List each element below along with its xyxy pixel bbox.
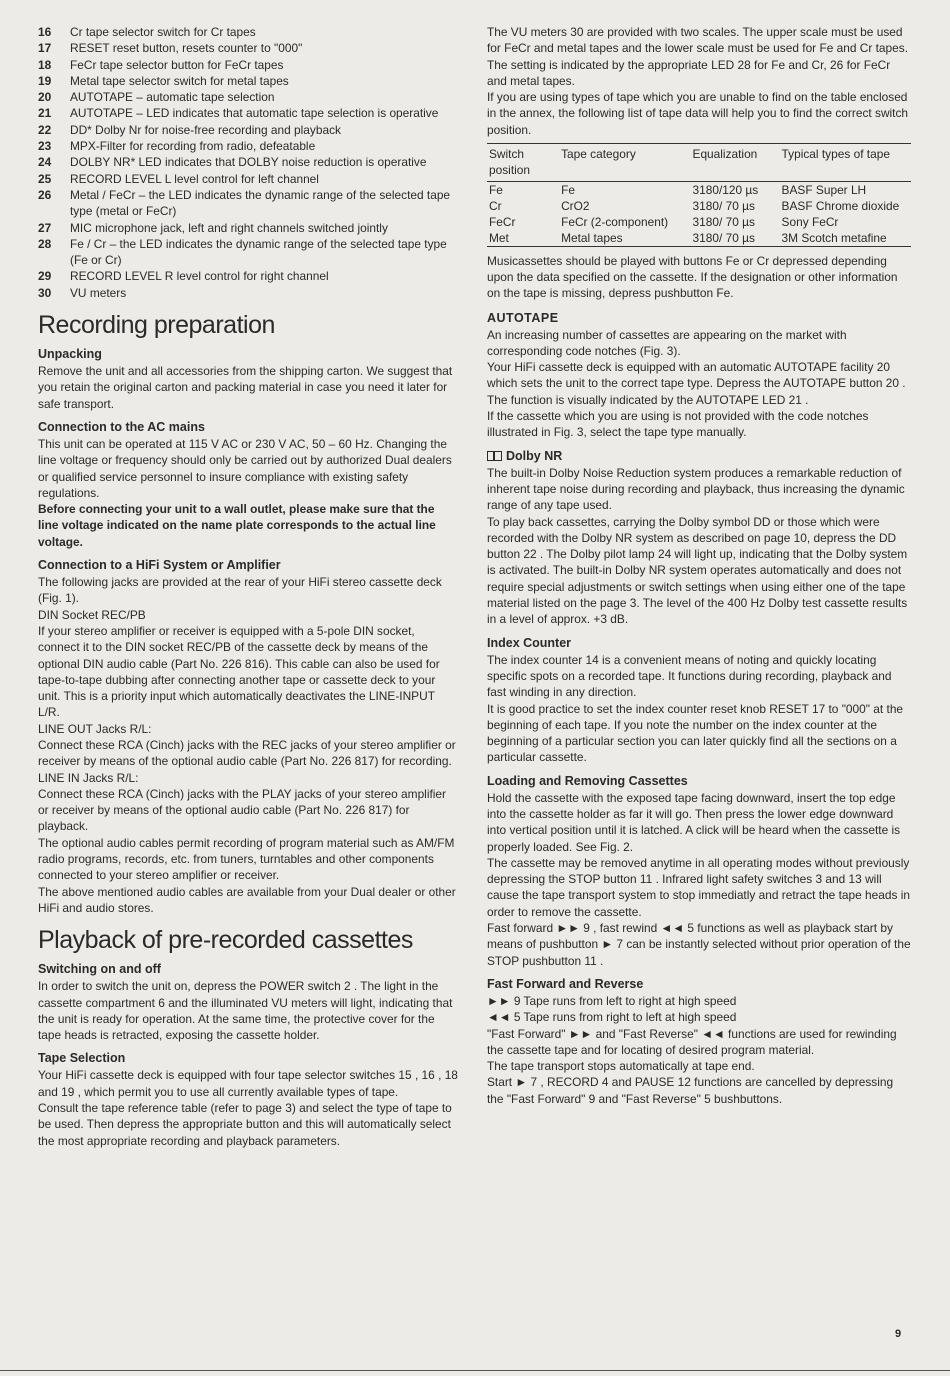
loading-text-2: The cassette may be removed anytime in all operating modes without previously depressing the STOP button 11 . Infrared light safety switches 3 and 13 will cause the tape transport system to stop immediatly and retract the tape heads in order to remove the cassette. [487,855,911,919]
list-item [38,57,458,73]
autotape-text-1: An increasing number of cassettes are appearing on the market with corresponding code notches (Fig. 3). [487,327,847,358]
item-number: 29 [38,269,52,284]
item-number: 20 [38,90,52,105]
list-item [38,171,458,187]
item-number: 17 [38,41,52,56]
table-cell: 3180/ 70 µs [692,230,755,245]
item-text: AUTOTAPE – automatic tape selection [70,90,275,105]
item-number: 28 [38,236,52,251]
item-text: AUTOTAPE – LED indicates that automatic tape selection is operative [70,106,439,121]
index-counter-text-2: It is good practice to set the index counter reset knob RESET 17 to "000" at the beginning of each tape. If you note the number on the index counter at the beginning of a particular section you can later quickly find all the sections on a particular cassette. [487,701,904,765]
ac-mains-warning: Before connecting your unit to a wall outlet, please make sure that the line voltage indicated on the name plate corresponds to the actual line voltage. [38,502,436,549]
ac-mains-text: This unit can be operated at 115 V AC or 230 V AC, 50 – 60 Hz. Changing the line voltage or frequency should only be carried out by authorized Dual dealers or qualified service personnel to insure compliance with existing safety regulations. [38,436,452,500]
dolby-text-1: The built-in Dolby Noise Reduction system produces a remarkable reduction of inherent tape noise during recording and playback, thus increasing the dynamic range of any tape used. [487,465,905,513]
table-row [487,181,911,198]
item-number: 23 [38,139,52,154]
item-number: 26 [38,187,52,202]
vu-text-2: If you are using types of tape which you are unable to find on the table enclosed in the annex, the following list of tape data will help you to find the correct switch position. [487,90,909,137]
available-text: The above mentioned audio cables are available from your Dual dealer or other HiFi and audio stores. [38,884,456,915]
item-number: 18 [38,57,52,72]
list-item [38,73,458,89]
fast-forward-line: ►► 9 Tape runs from left to right at high speed [487,993,737,1008]
item-number: 22 [38,122,52,137]
fast-forward-heading: Fast Forward and Reverse [487,976,644,991]
table-cell: Fe [561,182,575,197]
unpacking-text: Remove the unit and all accessories from the shipping carton. We suggest that you retain the original carton and packing material in case you need it later for safe transport. [38,364,453,411]
unpacking-heading: Unpacking [38,347,102,362]
list-item [38,138,458,154]
table-header-row [487,144,911,182]
item-text: RESET reset button, resets counter to "000" [70,41,303,56]
linein-label: LINE IN Jacks R/L: [38,770,139,785]
table-row [487,198,911,214]
table-cell: 3180/ 70 µs [692,198,755,213]
table-cell: CrO2 [561,198,590,213]
vu-text-1: The VU meters 30 are provided with two scales. The upper scale must be used for FeCr and metal tapes and the lower scale must be used for Fe and Cr tapes. The setting is indicated by the appropriate LED 28 for Fe and Cr, 26 for FeCr and metal tapes. [487,25,909,88]
list-item [38,89,458,105]
item-number: 19 [38,73,52,88]
autotape-text-2: Your HiFi cassette deck is equipped with an automatic AUTOTAPE facility 20 which sets the unit to the correct tape type. Depress the AUTOTAPE button 20 . The function is visually indicated by the AUTOTAPE LED 21 . [487,360,906,407]
musicassettes-text: Musicassettes should be played with buttons Fe or Cr depressed depending upon the data specified on the cassette. If the designation or other information on the tape is missing, depress pushbutton Fe. [487,253,898,301]
lineout-text: Connect these RCA (Cinch) jacks with the REC jacks of your stereo amplifier or receiver by means of the optional audio cable (Part No. 226 817) for recording. [38,737,456,769]
item-text: VU meters [70,285,127,300]
linein-text: Connect these RCA (Cinch) jacks with the PLAY jacks of your stereo amplifier or receiver by means of the optional audio cable (Part No. 226 817) for playback. [38,786,446,834]
dolby-heading: Dolby NR [506,448,563,463]
left-column [38,24,458,1149]
list-item [38,220,458,236]
item-text: Metal tape selector switch for metal tapes [70,73,289,88]
loading-heading: Loading and Removing Cassettes [487,773,688,788]
index-counter-heading: Index Counter [487,635,572,650]
item-text: FeCr tape selector button for FeCr tapes [70,57,284,72]
controls-list [38,24,458,301]
dolby-heading-row [487,448,911,464]
table-cell: Fe [489,182,503,197]
switching-text: In order to switch the unit on, depress the POWER switch 2 . The light in the cassette compartment 6 and the illuminated VU meters will light, indicating that the unit is ready for operation. At the same time, the protective cover for the tape heads is retracted, exposing the cassette holder. [38,979,453,1043]
table-header: Switch position [489,147,530,178]
table-row [487,214,911,230]
table-cell: BASF Super LH [781,182,867,197]
fast-text-1: "Fast Forward" ►► and "Fast Reverse" ◄◄ functions are used for rewinding the cassette tape and for locating of desired program material. [487,1026,897,1057]
table-cell: Cr [489,198,502,213]
item-number: 30 [38,285,52,300]
item-number: 16 [38,25,52,39]
item-text: Cr tape selector switch for Cr tapes [70,25,256,39]
item-number: 25 [38,171,52,186]
list-item [38,122,458,138]
loading-text-1: Hold the cassette with the exposed tape facing downward, insert the top edge into the cassette holder as far it will go. Then press the lower edge downward into vertical position until it is latched. A click will be heard when the cassette is properly loaded. See Fig. 2. [487,790,901,854]
list-item [38,105,458,121]
table-cell: Metal tapes [561,230,623,245]
fast-text-2: The tape transport stops automatically at tape end. [487,1059,755,1074]
table-cell: FeCr (2-component) [561,214,669,229]
recording-title: Recording preparation [38,311,275,340]
autotape-heading: AUTOTAPE [487,310,559,325]
tape-selection-text-2: Consult the tape reference table (refer to page 3) and select the type of tape to be used. Then depress the appropriate button and this will automatically select the most appropriate recording and playback parameters. [38,1101,452,1148]
tape-selection-text-1: Your HiFi cassette deck is equipped with four tape selector switches 15 , 16 , 18 and 19 , which permit you to use all currently available types of tape. [38,1068,458,1099]
din-text: If your stereo amplifier or receiver is equipped with a 5-pole DIN socket, connect it to the DIN socket REC/PB of the cassette deck by means of the optional DIN audio cable (Part No. 226 816). This cable can also be used for tape-to-tape dubbing after connecting another tape or cassette deck to your unit. This is a priority input which automatically deactivates the LINE-INPUT L/R. [38,623,440,720]
list-item [38,24,458,40]
table-cell: 3M Scotch metafine [781,230,887,245]
page-number: 9 [895,1328,902,1340]
dolby-text-2: To play back cassettes, carrying the Dolby symbol DD or those which were recorded with the Dolby NR system as described on page 10, depress the DD button 22 . The Dolby pilot lamp 24 will light up, indicating that the Dolby system is activated. The built-in Dolby NR system operates automatically and does not require special adjustments or switch settings when using either one of the tape material listed on the page 3. The level of the 400 Hz Dolby test cassette results in a level of approx. +3 dB. [487,514,908,627]
table-cell: Sony FeCr [781,214,839,229]
bottom-rule [0,1370,950,1371]
table-header: Equalization [692,147,758,162]
list-item [38,154,458,170]
item-text: DOLBY NR* LED indicates that DOLBY noise reduction is operative [70,155,427,170]
table-row [487,230,911,247]
table-cell: 3180/ 70 µs [692,214,755,229]
loading-text-3: Fast forward ►► 9 , fast rewind ◄◄ 5 functions as well as playback start by means of pushbutton ► 7 can be instantly selected without prior operation of the STOP pushbutton 11 . [487,921,911,968]
dolby-icon [487,451,502,461]
hifi-intro: The following jacks are provided at the rear of your HiFi stereo cassette deck (Fig. 1). [38,575,442,606]
tape-table [487,143,911,247]
din-label: DIN Socket REC/PB [38,607,146,622]
autotape-text-3: If the cassette which you are using is not provided with the code notches illustrated in Fig. 3, select the tape type manually. [487,409,869,440]
lineout-label: LINE OUT Jacks R/L: [38,721,152,736]
item-number: 27 [38,220,52,235]
list-item [38,236,458,269]
item-text: Metal / FeCr – the LED indicates the dynamic range of the selected tape type (metal or FeCr) [70,187,451,219]
item-text: MPX-Filter for recording from radio, defeatable [70,139,316,154]
hifi-heading: Connection to a HiFi System or Amplifier [38,558,281,573]
ac-mains-heading: Connection to the AC mains [38,419,205,434]
item-number: 24 [38,155,52,170]
fast-text-3: Start ► 7 , RECORD 4 and PAUSE 12 functions are cancelled by depressing the "Fast Forward" 9 and "Fast Reverse" 5 bushbuttons. [487,1075,894,1106]
tape-selection-heading: Tape Selection [38,1051,126,1066]
optional-cables-text: The optional audio cables permit recording of program material such as AM/FM radio programs, records, etc. from tuners, turntables and other components connected to your stereo amplifier or receiver. [38,835,455,883]
item-text: DD* Dolby Nr for noise-free recording and playback [70,122,341,137]
item-text: Fe / Cr – the LED indicates the dynamic range of the selected tape type (Fe or Cr) [70,236,447,268]
item-text: RECORD LEVEL R level control for right channel [70,269,329,284]
item-text: MIC microphone jack, left and right channels switched jointly [70,220,388,235]
table-cell: FeCr [489,214,516,229]
item-text: RECORD LEVEL L level control for left channel [70,171,319,186]
table-cell: BASF Chrome dioxide [781,198,900,213]
table-header: Tape category [561,147,636,162]
item-number: 21 [38,106,52,121]
fast-reverse-line: ◄◄ 5 Tape runs from right to left at high speed [487,1010,737,1025]
right-column [487,24,911,1107]
table-cell: Met [489,230,509,245]
playback-title: Playback of pre-recorded cassettes [38,926,413,955]
list-item [38,40,458,56]
switching-heading: Switching on and off [38,962,161,977]
list-item [38,285,458,301]
index-counter-text-1: The index counter 14 is a convenient means of noting and quickly locating specific spots on a recorded tape. It functions during recording, playback and fast winding in any direction. [487,652,892,700]
table-header: Typical types of tape [781,147,890,162]
table-cell: 3180/120 µs [692,182,759,197]
list-item [38,268,458,284]
list-item [38,187,458,220]
